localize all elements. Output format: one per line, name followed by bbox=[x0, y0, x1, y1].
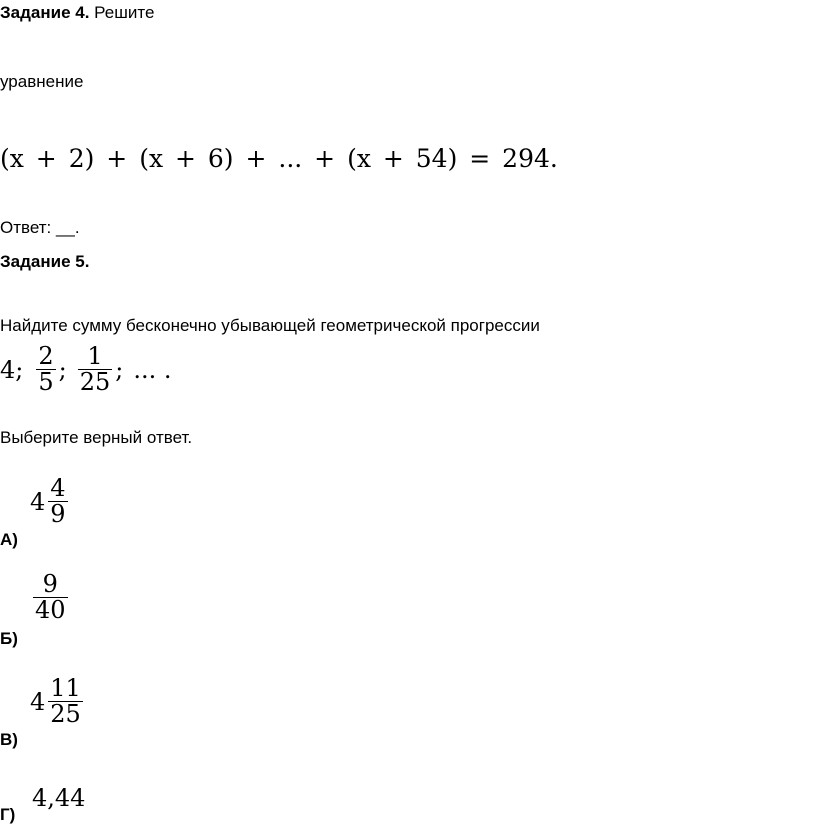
option-c-denominator: 25 bbox=[50, 700, 81, 729]
option-b-fraction bbox=[33, 572, 68, 623]
task4-equation: (x + 2) + (x + 6) + ... + (x + 54) = 294. bbox=[0, 144, 558, 173]
sequence-separator: ; bbox=[58, 355, 67, 384]
sequence-term-3-numerator: 1 bbox=[87, 342, 103, 370]
sequence-ellipsis: ... . bbox=[133, 355, 172, 384]
sequence-term-1: 4; bbox=[0, 355, 24, 384]
option-d-value: 4,44 bbox=[32, 784, 86, 812]
sequence-term-2-numerator: 2 bbox=[38, 342, 54, 370]
option-b-numerator: 9 bbox=[42, 570, 58, 598]
task5-prompt: Найдите сумму бесконечно убывающей геометрической прогрессии bbox=[0, 316, 540, 335]
task4-prompt-part1: Решите bbox=[94, 3, 155, 22]
option-a-fraction bbox=[48, 476, 67, 527]
option-a-numerator: 4 bbox=[50, 474, 66, 502]
task5-heading: Задание 5. bbox=[0, 252, 90, 271]
progression-sequence bbox=[0, 344, 172, 395]
sequence-term-3-denominator: 25 bbox=[79, 368, 111, 397]
option-b-label: Б) bbox=[0, 629, 18, 648]
sequence-separator: ; bbox=[115, 355, 124, 384]
task4-heading: Задание 4. bbox=[0, 3, 90, 22]
sequence-term-2 bbox=[36, 344, 55, 395]
option-c-label: В) bbox=[0, 730, 18, 749]
option-c-whole: 4 bbox=[30, 687, 46, 716]
option-d-label: Г) bbox=[0, 805, 16, 824]
option-b-denominator: 40 bbox=[35, 596, 66, 625]
option-a-denominator: 9 bbox=[50, 500, 66, 529]
option-a-label: А) bbox=[0, 530, 18, 549]
option-b-value bbox=[30, 572, 71, 623]
option-c-value bbox=[30, 676, 86, 727]
option-a-value bbox=[30, 476, 71, 527]
option-a-whole: 4 bbox=[30, 487, 46, 516]
option-c-numerator: 11 bbox=[50, 674, 81, 702]
task4-prompt-part2: уравнение bbox=[0, 72, 84, 91]
sequence-term-3 bbox=[78, 344, 113, 395]
sequence-term-2-denominator: 5 bbox=[38, 368, 54, 397]
task4-answer: Ответ: __. bbox=[0, 218, 80, 237]
task5-instruction: Выберите верный ответ. bbox=[0, 428, 193, 447]
option-c-fraction bbox=[48, 676, 83, 727]
task4-title-line bbox=[0, 3, 154, 23]
